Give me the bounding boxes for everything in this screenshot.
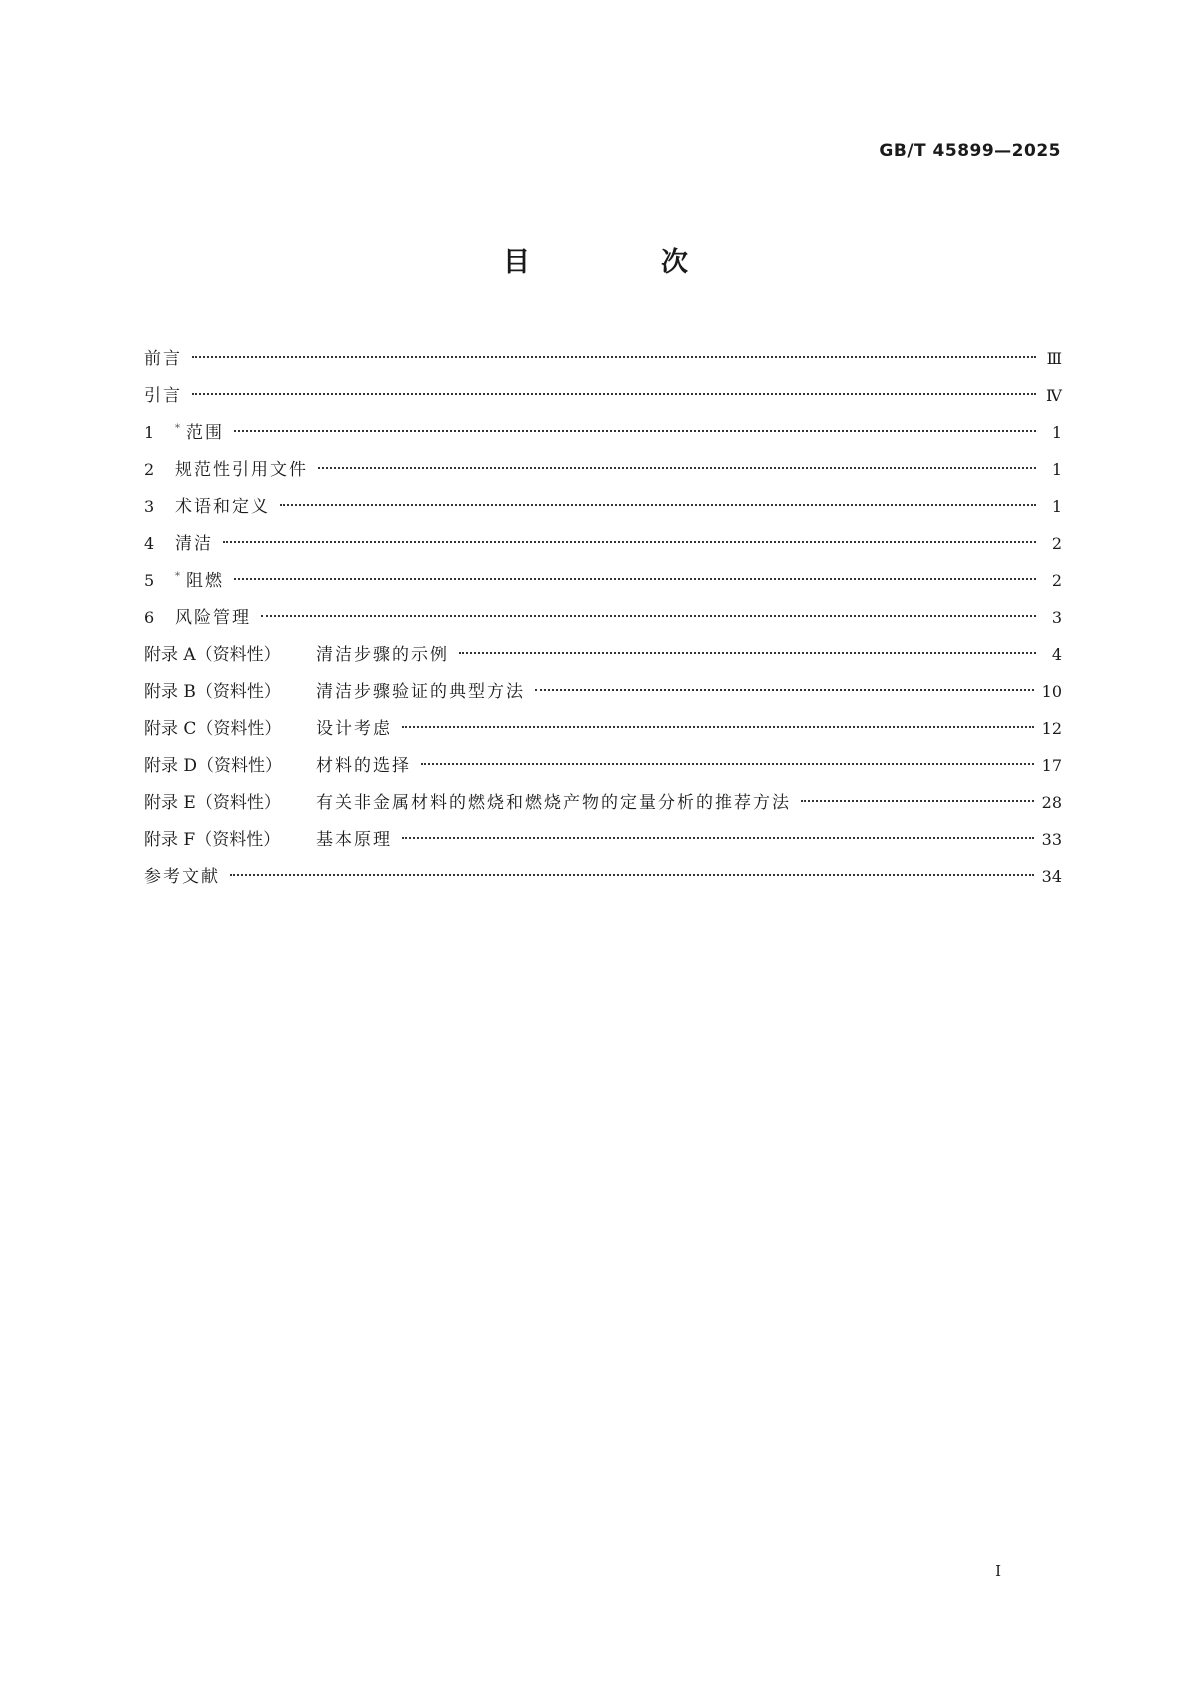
toc-dot-leader <box>459 652 1036 654</box>
toc-entry[interactable] <box>144 488 1062 525</box>
toc-entry-title: 基本原理 <box>316 830 392 850</box>
toc-entry-label <box>175 563 224 600</box>
toc-entry-label <box>316 711 392 748</box>
toc-entry-page: 28 <box>1041 793 1062 812</box>
toc-entry-page: 2 <box>1051 534 1062 553</box>
toc-entry-page: 1 <box>1051 497 1062 516</box>
toc-entry[interactable] <box>144 636 1062 673</box>
toc-entry-title: 阻燃 <box>186 571 224 591</box>
toc-appendix-prefix: 附录 E（资料性） <box>144 793 281 813</box>
toc-entry-label <box>175 526 213 563</box>
toc-entry-title: 材料的选择 <box>316 756 411 776</box>
toc-dot-leader <box>402 837 1034 839</box>
toc-entry[interactable] <box>144 858 1062 895</box>
toc-entry-page: 10 <box>1041 682 1062 701</box>
toc-entry[interactable] <box>144 377 1062 414</box>
toc-entry-title: 有关非金属材料的燃烧和燃烧产物的定量分析的推荐方法 <box>316 793 791 813</box>
toc-dot-leader <box>801 800 1034 802</box>
toc-entry-title: 清洁 <box>175 534 213 554</box>
toc-entry-label <box>144 859 220 896</box>
toc-entry-mark: * <box>175 571 182 582</box>
toc-entry-title: 前言 <box>144 349 182 369</box>
toc-entry-label <box>175 452 308 489</box>
toc-entry[interactable] <box>144 673 1062 710</box>
toc-dot-leader <box>280 504 1036 506</box>
toc-entry-title: 风险管理 <box>175 608 251 628</box>
toc-entry-page: 33 <box>1041 830 1062 849</box>
toc-entry[interactable] <box>144 599 1062 636</box>
toc-entry-number: 3 <box>144 497 155 516</box>
toc-entry-number: 4 <box>144 534 155 553</box>
toc-entry-title: 清洁步骤的示例 <box>316 645 449 665</box>
toc-entry-number: 1 <box>144 423 155 442</box>
toc-entry-title: 参考文献 <box>144 867 220 887</box>
toc-entry-page: 12 <box>1041 719 1062 738</box>
toc-entry-page: 1 <box>1051 460 1062 479</box>
toc-dot-leader <box>261 615 1036 617</box>
toc-entry-label <box>175 489 270 526</box>
toc-entry-title: 规范性引用文件 <box>175 460 308 480</box>
toc-entry-number: 6 <box>144 608 155 627</box>
toc-entry[interactable] <box>144 340 1062 377</box>
toc-appendix-prefix: 附录 D（资料性） <box>144 756 283 776</box>
toc-entry[interactable] <box>144 784 1062 821</box>
page-title: 目 次 <box>503 247 740 278</box>
toc-entry-label <box>175 415 224 452</box>
toc-entry-page: 2 <box>1051 571 1062 590</box>
toc-entry[interactable] <box>144 414 1062 451</box>
standard-code: GB/T 45899—2025 <box>879 141 1061 161</box>
table-of-contents <box>144 340 1062 895</box>
toc-entry-label <box>316 822 392 859</box>
toc-entry-label <box>316 674 525 711</box>
toc-entry-title: 范围 <box>186 423 224 443</box>
toc-entry-page: 4 <box>1051 645 1062 664</box>
toc-dot-leader <box>421 763 1034 765</box>
toc-entry-number: 5 <box>144 571 155 590</box>
toc-entry-page: 17 <box>1041 756 1062 775</box>
toc-entry[interactable] <box>144 562 1062 599</box>
toc-dot-leader <box>234 430 1036 432</box>
toc-dot-leader <box>223 541 1036 543</box>
page-number: I <box>995 1562 1001 1580</box>
toc-entry-label <box>316 748 411 785</box>
toc-entry[interactable] <box>144 821 1062 858</box>
toc-entry-page: 3 <box>1051 608 1062 627</box>
toc-entry-page: Ⅳ <box>1046 386 1062 405</box>
toc-entry-title: 术语和定义 <box>175 497 270 517</box>
toc-dot-leader <box>535 689 1034 691</box>
toc-entry-label <box>175 600 251 637</box>
toc-entry-label <box>144 378 182 415</box>
toc-entry-mark: * <box>175 423 182 434</box>
toc-dot-leader <box>318 467 1036 469</box>
toc-entry-page: 34 <box>1041 867 1062 886</box>
toc-entry-page: Ⅲ <box>1046 349 1062 368</box>
toc-entry-label <box>316 637 449 674</box>
toc-entry[interactable] <box>144 451 1062 488</box>
toc-dot-leader <box>234 578 1036 580</box>
toc-entry[interactable] <box>144 525 1062 562</box>
toc-appendix-prefix: 附录 C（资料性） <box>144 719 282 739</box>
toc-entry-title: 设计考虑 <box>316 719 392 739</box>
toc-dot-leader <box>402 726 1034 728</box>
toc-entry-number: 2 <box>144 460 155 479</box>
toc-appendix-prefix: 附录 F（资料性） <box>144 830 281 850</box>
toc-entry-title: 清洁步骤验证的典型方法 <box>316 682 525 702</box>
toc-entry-label <box>144 341 182 378</box>
toc-entry[interactable] <box>144 710 1062 747</box>
toc-dot-leader <box>192 356 1036 358</box>
toc-dot-leader <box>192 393 1036 395</box>
toc-entry-page: 1 <box>1051 423 1062 442</box>
toc-entry[interactable] <box>144 747 1062 784</box>
toc-entry-title: 引言 <box>144 386 182 406</box>
toc-entry-label <box>316 785 791 822</box>
toc-appendix-prefix: 附录 A（资料性） <box>144 645 281 665</box>
toc-appendix-prefix: 附录 B（资料性） <box>144 682 281 702</box>
toc-dot-leader <box>230 874 1034 876</box>
